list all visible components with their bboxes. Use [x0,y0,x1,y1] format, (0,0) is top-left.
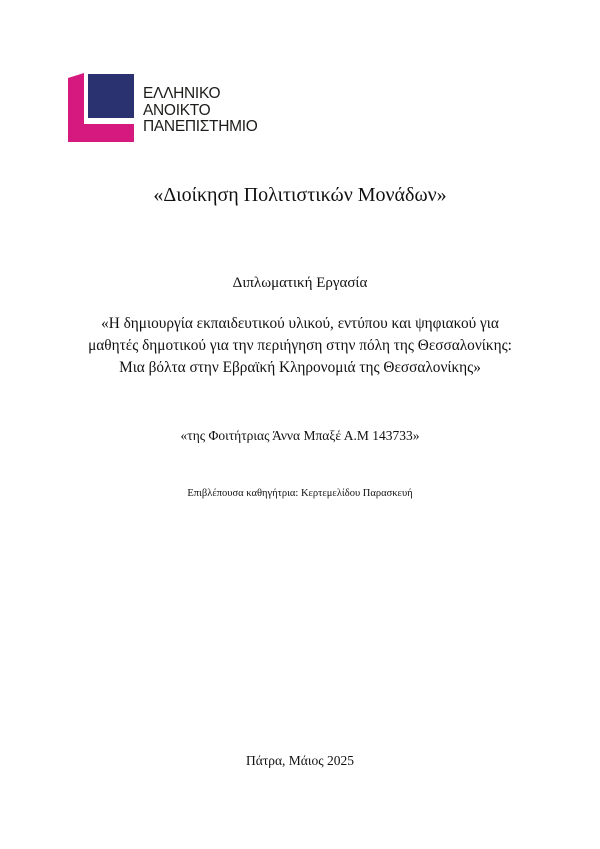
logo-line: ΑΝΟΙΚΤΟ [143,101,211,119]
thesis-label: Διπλωματική Εργασία [232,275,368,291]
logo-line: ΕΛΛΗΝΙΚΟ [143,85,221,102]
supervisor-info: Επιβλέπουσα καθηγήτρια: Κερτεμελίδου Παρασκευή [187,488,413,499]
student-info: «της Φοιτήτριας Άννα Μπαξέ Α.Μ 143733» [180,428,420,443]
thesis-title-line: «Η δημιουργία εκπαιδευτικού υλικού, εντύπου και ψηφιακού για [101,315,499,332]
place-date: Πάτρα, Μάιος 2025 [246,753,354,768]
logo-wordmark [143,86,257,136]
thesis-title [0,313,600,379]
university-logo [68,72,268,144]
eap-logo-mark-icon [68,72,138,144]
thesis-title-line: Μια βόλτα στην Εβραϊκή Κληρονομιά της Θεσσαλονίκης» [119,359,481,376]
thesis-title-line: μαθητές δημοτικού για την περιήγηση στην πόλη της Θεσσαλονίκης: [88,337,512,354]
program-title: «Διοίκηση Πολιτιστικών Μονάδων» [153,184,447,206]
logo-line: ΠΑΝΕΠΙΣΤΗΜΙΟ [143,118,258,135]
